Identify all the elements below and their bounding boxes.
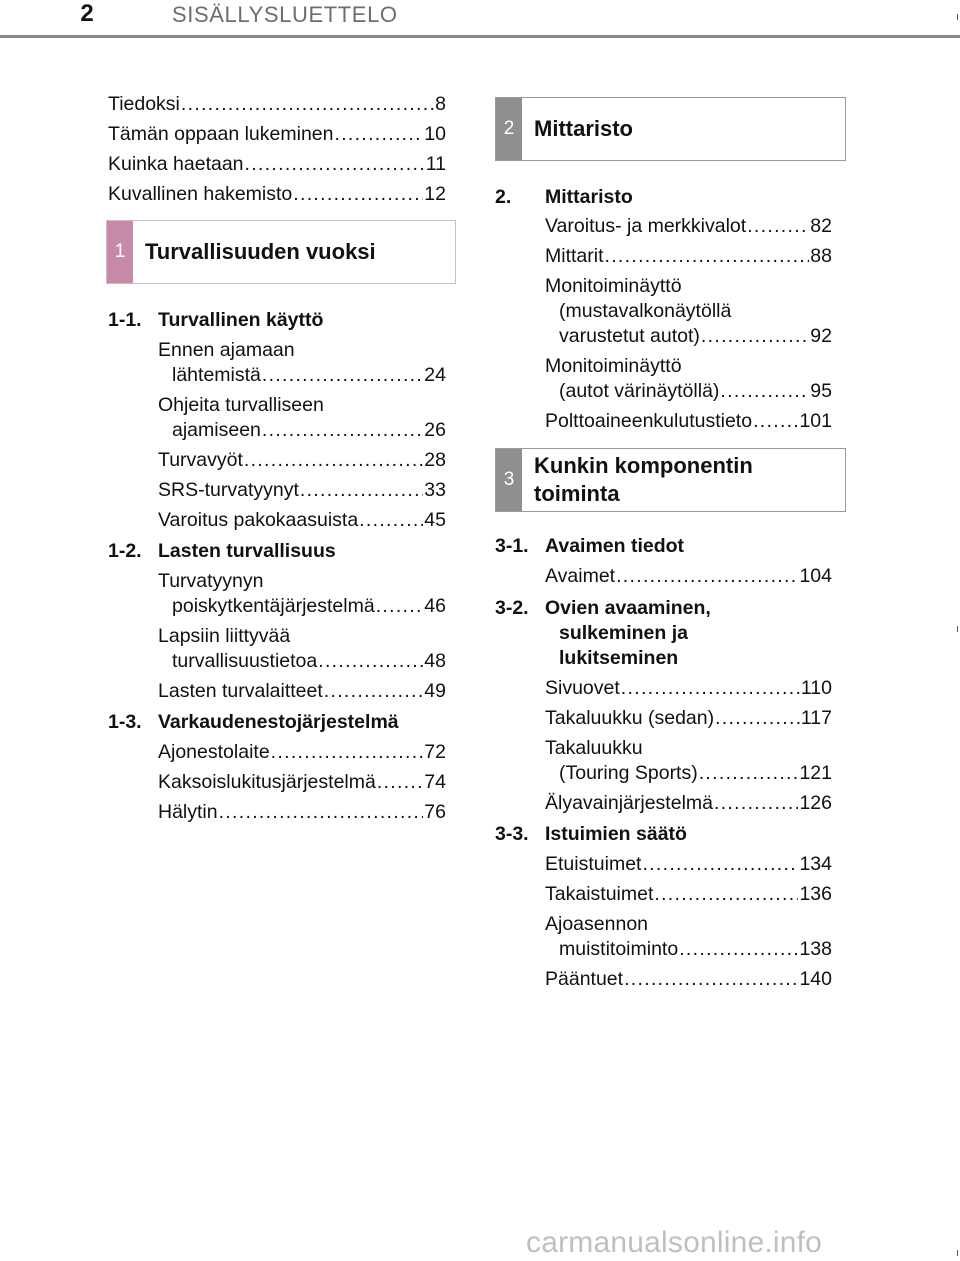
- watermark: carmanualsonline.info: [526, 1226, 823, 1259]
- toc-page: 136: [799, 883, 832, 905]
- toc-page: 134: [799, 853, 832, 875]
- toc-page: 101: [799, 410, 832, 432]
- toc-entry-line2: (mustavalkonäytöllä: [559, 300, 732, 322]
- section-title: Avaimen tiedot: [545, 535, 685, 557]
- section-1-1[interactable]: [108, 307, 323, 333]
- toc-entry-varoitusvalot[interactable]: [545, 214, 832, 238]
- section-title: Turvallinen käyttö: [158, 309, 324, 331]
- toc-page: 45: [424, 509, 446, 531]
- toc-entry-turvatyynyn-poiskytkenta[interactable]: [172, 594, 446, 618]
- toc-label: muistitoiminto: [559, 938, 679, 960]
- toc-label: Tiedoksi: [108, 93, 180, 115]
- toc-label: Lasten turvalaitteet: [158, 680, 323, 702]
- crop-mark: [957, 626, 958, 632]
- toc-page: 11: [425, 153, 446, 175]
- toc-entry-line1: Ohjeita turvalliseen: [158, 394, 324, 416]
- toc-entry-lapsiin-liittyvaa[interactable]: [172, 649, 446, 673]
- toc-page: 117: [800, 707, 832, 729]
- toc-label: Ajonestolaite: [158, 741, 270, 763]
- toc-label: varustetut autot): [559, 325, 700, 347]
- section-2[interactable]: [495, 184, 633, 210]
- toc-page: 24: [424, 364, 446, 386]
- toc-page: 110: [800, 677, 832, 699]
- toc-label: Hälytin: [158, 801, 218, 823]
- section-3-1[interactable]: [495, 533, 684, 559]
- chapter-2-header[interactable]: [495, 97, 846, 161]
- toc-page: 8: [435, 93, 446, 115]
- section-1-3[interactable]: [108, 709, 399, 735]
- toc-page: 33: [424, 479, 446, 501]
- toc-entry-takaistuimet[interactable]: [545, 882, 832, 906]
- toc-entry-alyavain[interactable]: [545, 791, 832, 815]
- toc-label: Älyavainjärjestelmä: [545, 792, 713, 814]
- toc-entry-etuistuimet[interactable]: [545, 852, 832, 876]
- toc-label: ajamiseen: [172, 419, 261, 441]
- toc-label: (autot värinäytöllä): [559, 380, 720, 402]
- chapter-title-line1: Kunkin komponentin: [534, 453, 753, 478]
- toc-entry-line1: Lapsiin liittyvää: [158, 625, 291, 647]
- toc-page: 126: [799, 792, 832, 814]
- toc-label: Avaimet: [545, 565, 616, 587]
- chapter-number-tab: 1: [107, 221, 133, 283]
- toc-label: Tämän oppaan lukeminen: [108, 123, 334, 145]
- toc-entry-line1: Turvatyynyn: [158, 570, 264, 592]
- toc-label: Varoitus pakokaasuista: [158, 509, 359, 531]
- toc-entry-takaluukku-sedan[interactable]: [545, 706, 832, 730]
- toc-page: 26: [424, 419, 446, 441]
- toc-label: turvallisuustietoa: [172, 650, 318, 672]
- chapter-number-tab: 2: [496, 98, 522, 160]
- section-number: 3-1.: [495, 535, 529, 557]
- toc-entry-polttoaineenkulutus[interactable]: [545, 409, 832, 433]
- toc-entry-ohjeita[interactable]: [172, 418, 446, 442]
- toc-label: Turvavyöt: [158, 449, 243, 471]
- toc-label: Pääntuet: [545, 968, 624, 990]
- toc-page: 95: [810, 380, 832, 402]
- section-1-2[interactable]: [108, 538, 336, 564]
- toc-page: 121: [799, 762, 832, 784]
- toc-entry-srs-turvatyynyt[interactable]: [158, 478, 446, 502]
- toc-entry-line1: Monitoiminäyttö: [545, 275, 682, 297]
- section-title: Varkaudenestojärjestelmä: [158, 711, 399, 733]
- toc-page: 74: [424, 771, 446, 793]
- toc-label: (Touring Sports): [559, 762, 698, 784]
- crop-mark: [957, 1250, 958, 1256]
- toc-entry-muistitoiminto[interactable]: [559, 937, 832, 961]
- toc-label: Polttoaineenkulutustieto: [545, 410, 753, 432]
- toc-entry-monitoiminaytto-mv[interactable]: [559, 324, 832, 348]
- chapter-title: [522, 449, 753, 511]
- toc-page: 72: [424, 741, 446, 763]
- toc-entry-line1: Takaluukku: [545, 737, 643, 759]
- toc-entry-turvavyot[interactable]: [158, 448, 446, 472]
- toc-page: 138: [799, 938, 832, 960]
- toc-label: Takaistuimet: [545, 883, 654, 905]
- toc-entry-kuinka-haetaan[interactable]: [108, 152, 446, 176]
- toc-entry-paantuet[interactable]: [545, 967, 832, 991]
- toc-entry-ajonestolaite[interactable]: [158, 740, 446, 764]
- toc-entry-monitoiminaytto-vari[interactable]: [559, 379, 832, 403]
- toc-page: 92: [810, 325, 832, 347]
- section-number: 1-2.: [108, 540, 142, 562]
- toc-entry-takaluukku-touring[interactable]: [559, 761, 832, 785]
- toc-entry-line1: Ennen ajamaan: [158, 339, 295, 361]
- section-number: 3-2.: [495, 597, 529, 619]
- toc-entry-ennen-ajamaan[interactable]: [172, 363, 446, 387]
- toc-page: 140: [799, 968, 832, 990]
- toc-entry-lasten-turvalaitteet[interactable]: [158, 679, 446, 703]
- toc-page: 88: [810, 245, 832, 267]
- toc-page: 28: [424, 449, 446, 471]
- page-title: SISÄLLYSLUETTELO: [172, 2, 398, 27]
- chapter-number-tab: 3: [496, 449, 522, 511]
- toc-page: 104: [799, 565, 832, 587]
- crop-mark: [957, 14, 958, 20]
- section-number: 2.: [495, 186, 512, 208]
- toc-entry-mittarit[interactable]: [545, 244, 832, 268]
- toc-entry-tiedoksi[interactable]: [108, 92, 446, 116]
- toc-entry-line1: Ajoasennon: [545, 913, 649, 935]
- page-number: 2: [80, 0, 94, 27]
- toc-entry-halytin[interactable]: [158, 800, 446, 824]
- toc-entry-kaksoislukitus[interactable]: [158, 770, 446, 794]
- chapter-title: Mittaristo: [534, 116, 633, 141]
- section-title: Istuimien säätö: [545, 823, 687, 845]
- toc-label: Kaksoislukitusjärjestelmä: [158, 771, 376, 793]
- toc-label: SRS-turvatyynyt: [158, 479, 299, 501]
- toc-label: Etuistuimet: [545, 853, 642, 875]
- section-3-2[interactable]: [495, 595, 711, 621]
- toc-page: 82: [810, 215, 832, 237]
- section-number: 3-3.: [495, 823, 529, 845]
- toc-page: 49: [424, 680, 446, 702]
- section-title-line3: lukitseminen: [559, 647, 679, 669]
- toc-label: Takaluukku (sedan): [545, 707, 715, 729]
- section-number: 1-3.: [108, 711, 142, 733]
- chapter-title-line2: toiminta: [534, 481, 620, 506]
- toc-page: 12: [424, 183, 446, 205]
- section-title: Lasten turvallisuus: [158, 540, 336, 562]
- toc-entry-line1: Monitoiminäyttö: [545, 355, 682, 377]
- toc-page: 46: [424, 595, 446, 617]
- toc-page: 76: [424, 801, 446, 823]
- toc-label: Varoitus- ja merkkivalot: [545, 215, 747, 237]
- section-title: Mittaristo: [545, 186, 633, 208]
- toc-entry-pakokaasut[interactable]: [158, 508, 446, 532]
- toc-entry-oppaan-lukeminen[interactable]: [108, 122, 446, 146]
- toc-label: Kuinka haetaan: [108, 153, 244, 175]
- toc-label: lähtemistä: [172, 364, 261, 386]
- chapter-title: Turvallisuuden vuoksi: [145, 239, 376, 264]
- toc-page: 10: [424, 123, 446, 145]
- chapter-1-header[interactable]: [106, 220, 456, 284]
- section-title-line2: sulkeminen ja: [559, 622, 688, 644]
- toc-label: poiskytkentäjärjestelmä: [172, 595, 375, 617]
- toc-page: 48: [424, 650, 446, 672]
- chapter-3-header[interactable]: [495, 448, 846, 512]
- toc-label: Sivuovet: [545, 677, 620, 699]
- section-title: Ovien avaaminen,: [545, 597, 711, 619]
- toc-label: Kuvallinen hakemisto: [108, 183, 293, 205]
- header-rule: [0, 35, 960, 38]
- section-number: 1-1.: [108, 309, 142, 331]
- toc-label: Mittarit: [545, 245, 604, 267]
- toc-entry-kuvallinen-hakemisto[interactable]: [108, 182, 446, 206]
- toc-entry-avaimet[interactable]: [545, 564, 832, 588]
- section-3-3[interactable]: [495, 821, 687, 847]
- toc-entry-sivuovet[interactable]: [545, 676, 832, 700]
